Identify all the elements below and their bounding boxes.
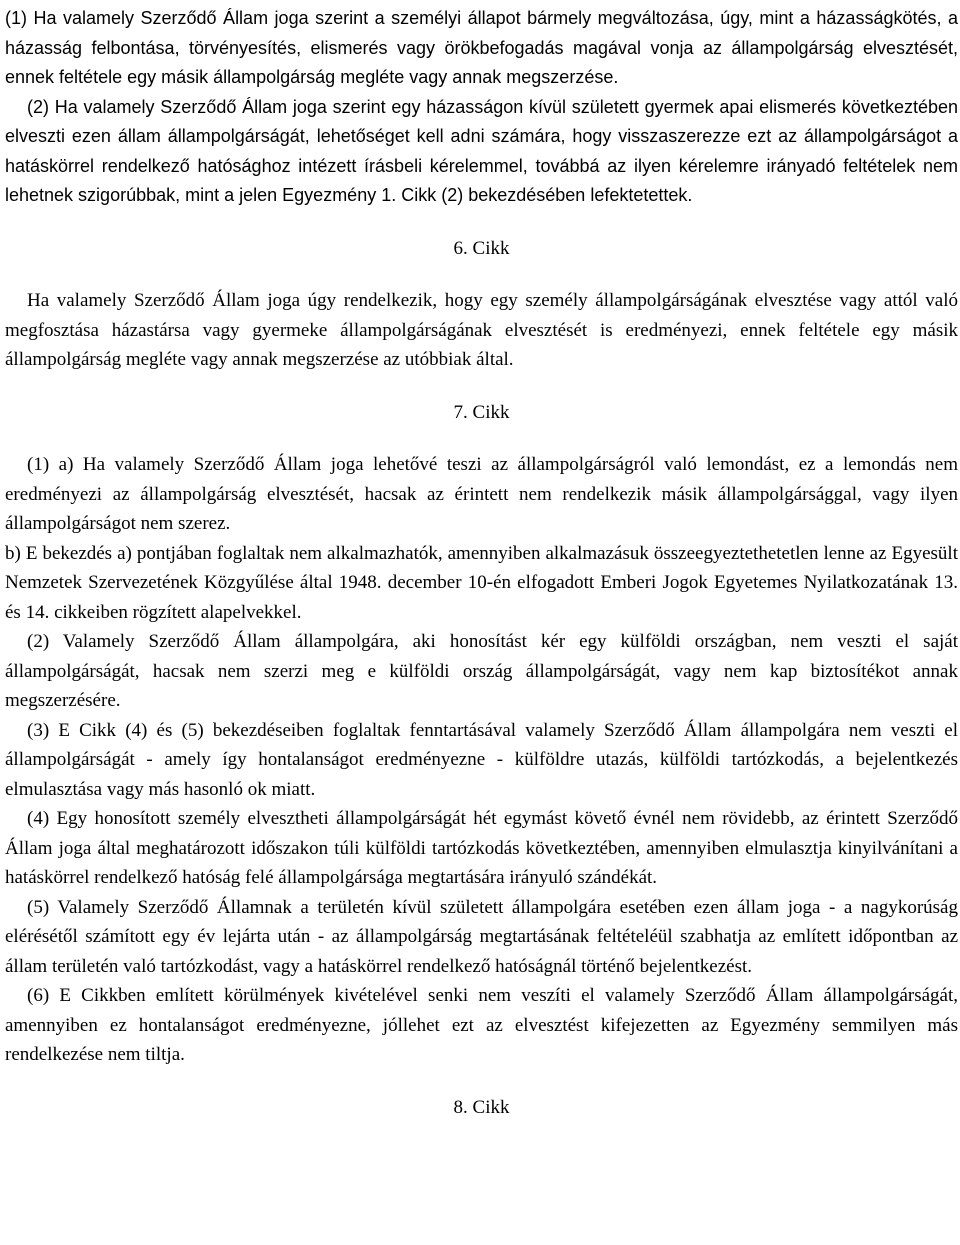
article8-heading: 8. Cikk [453, 1096, 510, 1118]
article5-paragraph-1: (1) Ha valamely Szerződő Állam joga szerint a személyi állapot bármely megváltozása, úgy, mint a házasságkötés, a házasság felbontása, törvényesítés, elismerés vagy örökbefogadás magával vonja az állampolgárság elvesztését, ennek feltétele egy másik állampolgárság megléte vagy annak megszerzése. [5, 8, 958, 87]
article7-paragraph-4: (4) Egy honosított személy elvesztheti állampolgárságát hét egymást követő évnél nem rövidebb, az érintett Szerződő Állam joga által meghatározott időszakon túli külföldi tartózkodás következtében, amennyiben elmulasztja kinyilvánítani a hatáskörrel rendelkező hatóság felé állampolgársága megtartására irányuló szándékát. [5, 808, 958, 888]
article7-paragraph-1b: b) E bekezdés a) pontjában foglaltak nem alkalmazhatók, amennyiben alkalmazásuk összeegyeztethetetlen lenne az Egyesült Nemzetek Szervezetének Közgyűlése által 1948. december 10-én elfogadott Emberi Jogok Egyetemes Nyilatkozatának 13. és 14. cikkeiben rögzített alapelvekkel. [5, 542, 958, 623]
article5-paragraph-2: (2) Ha valamely Szerződő Állam joga szerint egy házasságon kívül született gyermek apai elismerés következtében elveszti ezen állam állampolgárságát, lehetőséget kell adni számára, hogy visszaszerezze ezt az állampolgárságot a hatáskörrel rendelkező hatósághoz intézett írásbeli kérelemmel, továbbá az ilyen kérelemre irányadó feltételek nem lehetnek szigorúbbak, mint a jelen Egyezmény 1. Cikk (2) bekezdésében lefektetettek. [5, 96, 958, 205]
article7-paragraph-5: (5) Valamely Szerződő Államnak a területén kívül született állampolgára esetében ezen állam joga - a nagykorúság elérésétől számított egy év lejárta után - az állampolgárság megtartásának feltételéül szabhatja az említett időpontban az állam területén való tartózkodást, vagy a hatáskörrel rendelkező hatóságnál történő bejelentkezést. [5, 896, 958, 977]
article7-heading: 7. Cikk [453, 401, 510, 423]
document-page [5, 4, 958, 1122]
article7-paragraph-2: (2) Valamely Szerződő Állam állampolgára, aki honosítást kér egy külföldi országban, nem veszti el saját állampolgárságát, hacsak nem szerzi meg e külföldi ország állampolgárságát, vagy nem kap biztosítékot annak megszerzésére. [5, 631, 958, 711]
article7-paragraph-1a: (1) a) Ha valamely Szerződő Állam joga lehetővé teszi az állampolgárságról való lemondást, ez a lemondás nem eredményezi az állampolgárság elvesztését, hacsak az érintett nem rendelkezik másik állampolgársággal, vagy ilyen állampolgárságot nem szerez. [5, 454, 958, 534]
article6-heading: 6. Cikk [453, 237, 510, 259]
article7-paragraph-6: (6) E Cikkben említett körülmények kivételével senki nem veszíti el valamely Szerződő Állam állampolgárságát, amennyiben ez hontalanságot eredményezne, jóllehet ezt az elvesztést kifejezetten az Egyezmény semmilyen más rendelkezése nem tiltja. [5, 985, 958, 1065]
article7-paragraph-3: (3) E Cikk (4) és (5) bekezdéseiben foglaltak fenntartásával valamely Szerződő Állam állampolgára nem veszti el állampolgárságát - amely így hontalanságot eredményezne - külföldre utazás, külföldi tartózkodás, a bejelentkezés elmulasztása vagy más hasonló ok miatt. [5, 719, 958, 800]
article6-paragraph-1: Ha valamely Szerződő Állam joga úgy rendelkezik, hogy egy személy állampolgárságának elvesztése vagy attól való megfosztása házastársa vagy gyermeke állampolgárságának elvesztését is eredményezi, ennek feltétele egy másik állampolgárság megléte vagy annak megszerzése az utóbbiak által. [5, 290, 958, 370]
